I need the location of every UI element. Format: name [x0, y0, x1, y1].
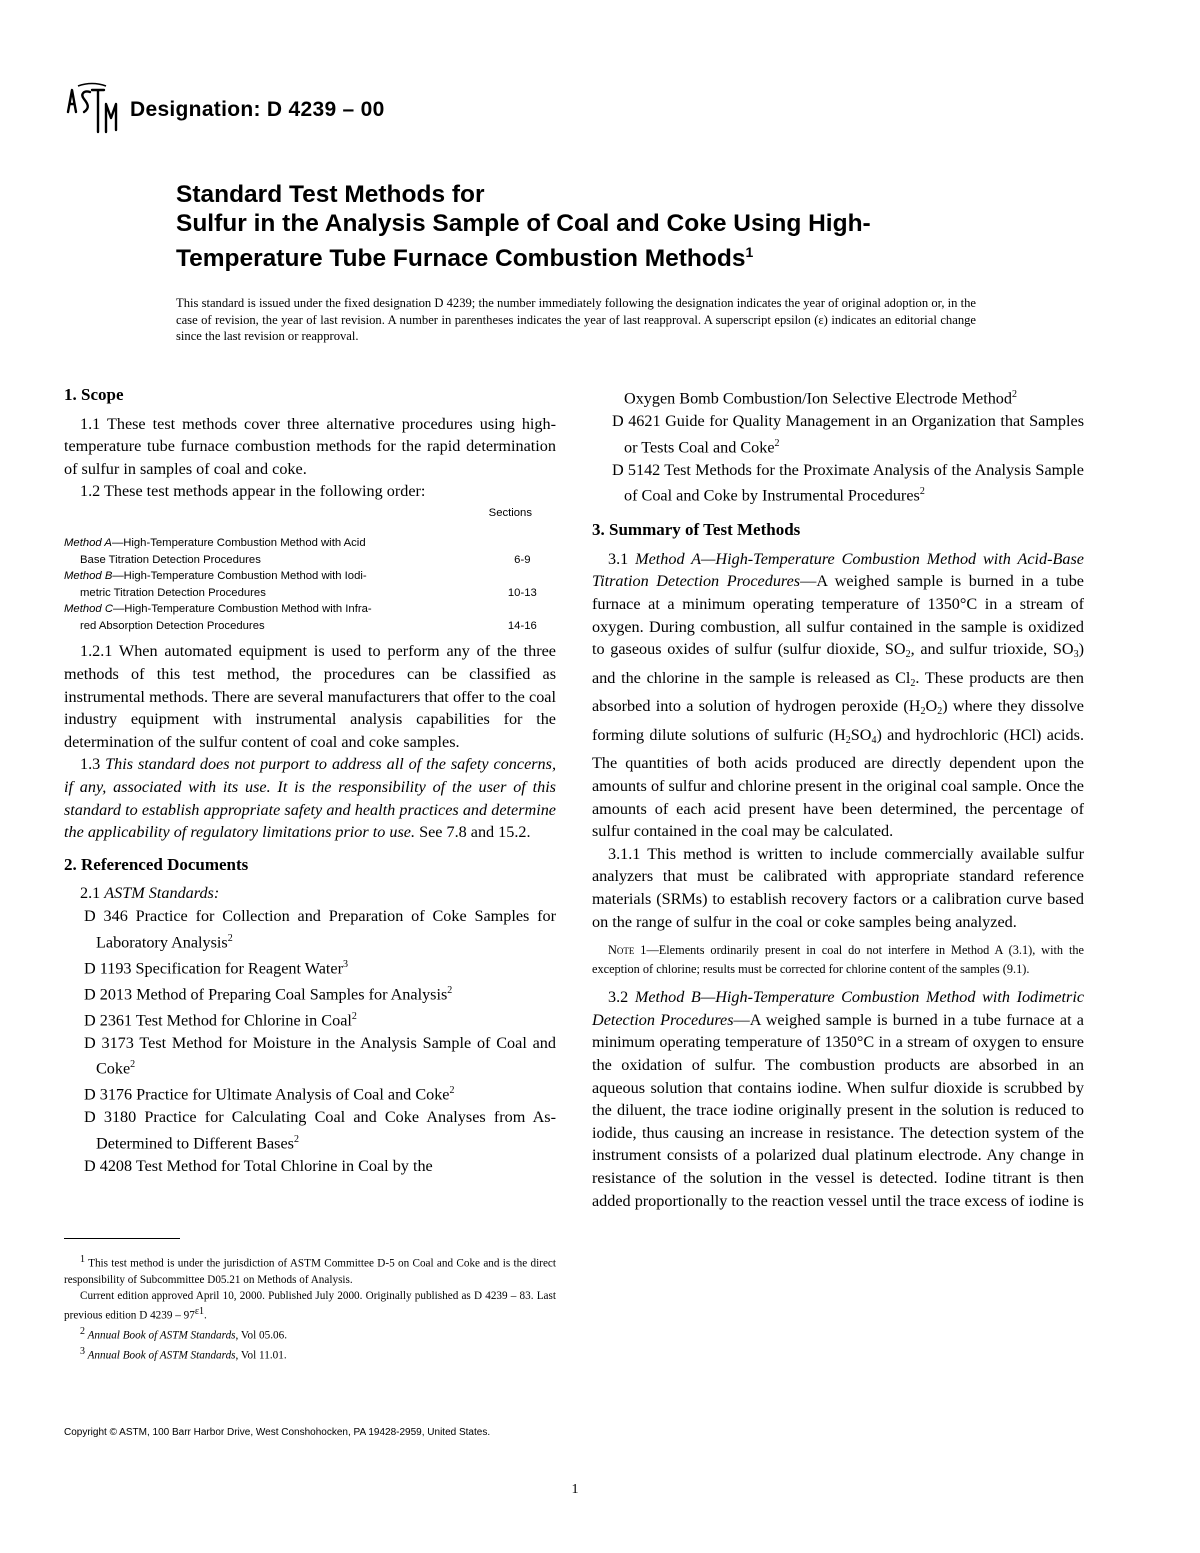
method-a-sections: 6-9 [514, 553, 531, 566]
preface-note: This standard is issued under the fixed designation D 4239; the number immediately following the designation indicates the year of original adoption or, in the case of revision, the year of last revision. A number in parentheses indicates the year of last reapproval. A superscript epsilon (ε) indicates an editorial change since the last revision or reapproval. [176, 296, 976, 343]
ref-item-d4208-continued: Oxygen Bomb Combustion/Ion Selective Electrode Method$^2$ [624, 389, 1017, 408]
footnote-3: $^3$ Annual Book of ASTM Standards, Vol 11.01. [80, 1346, 287, 1362]
methods-order-table [64, 505, 556, 635]
ref-item-d4621: D 4621 Guide for Quality Management in an Organization that Samples or Tests Coal and Coke$^2$ [612, 411, 1084, 456]
note-1: Note 1—Elements ordinarily present in coal do not interfere in Method A (3.1), with the exception of chlorine; results must be corrected for chlorine content of the samples (9.1). [592, 943, 1084, 976]
title-line-1: Standard Test Methods for [176, 181, 485, 208]
paragraph-1-2: 1.2 These test methods appear in the following order: [80, 482, 426, 501]
ref-item-d3180: D 3180 Practice for Calculating Coal and Coke Analyses from As-Determined to Different Bases$^2$ [84, 1108, 556, 1153]
paragraph-1-1: 1.1 These test methods cover three alternative procedures using high-temperature tube furnace combustion methods for the rapid determination of sulfur in samples of coal and coke. [64, 414, 556, 478]
footnotes [64, 1252, 556, 1364]
ref-item-d4208: D 4208 Test Method for Total Chlorine in Coal by the [84, 1156, 433, 1175]
section-heading-summary: 3. Summary of Test Methods [592, 520, 801, 540]
footnote-1-edition: Current edition approved April 10, 2000. Published July 2000. Originally published as D 4239 – 83. Last previous edition D $4239 - 97^{\varepsilon 1}$. [64, 1290, 556, 1323]
paragraph-3-2: 3.2 Method B—High-Temperature Combustion Method with Iodimetric Detection Procedures—A weighed sample is burned in a tube furnace at a minimum operating temperature of 1350°C in a stream of oxygen to ensure the oxidation of sulfur. The combustion products are absorbed in an aqueous solution that contains iodine. When sulfur dioxide is scrubbed by the diluent, the trace iodine originally present in the solution is reduced to iodide, thus causing an increase in resistance. The detection system of the instrument consists of a polarized dual platinum electrode. Any change in resistance of the solution in the vessel is detected. Iodine titrant is then added proportionally to the reaction vessel until the trace excess of iodine is [592, 988, 1085, 1210]
page-number: 1 [571, 1482, 579, 1497]
method-b-row: Method B—High-Temperature Combustion Method with Iodi- [64, 570, 367, 583]
ref-item-d3173: D 3173 Test Method for Moisture in the Analysis Sample of Coal and Coke$^2$ [84, 1033, 556, 1078]
copyright-notice: Copyright © ASTM, 100 Barr Harbor Drive, West Conshohocken, PA 19428-2959, United States. [64, 1427, 491, 1438]
ref-item-d346: D 346 Practice for Collection and Preparation of Coke Samples for Laboratory Analysis$^2$ [84, 907, 556, 951]
ref-item-d5142: D 5142 Test Methods for the Proximate Analysis of the Analysis Sample of Coal and Coke by Instrumental Procedures$^2$ [612, 460, 1084, 505]
method-c-row: Method C—High-Temperature Combustion Method with Infra- [64, 603, 372, 616]
method-c-sections: 14-16 [507, 619, 537, 632]
section-heading-scope: 1. Scope [64, 385, 124, 404]
ref-item-d2013: D 2013 Method of Preparing Coal Samples for Analysis$^2$ [84, 984, 453, 1003]
paragraph-1-2-1: 1.2.1 When automated equipment is used to perform any of the three methods of this test method, the procedures can be classified as instrumental methods. There are several manufacturers that offer to the coal industry equipment with instrumental analysis capabilities for the determination of the sulfur content of coal and coke samples. [64, 642, 556, 751]
footnote-divider [64, 1238, 180, 1239]
method-a-row: Method A—High-Temperature Combustion Method with Acid [64, 537, 366, 550]
footnote-2: $^2$ Annual Book of ASTM Standards, Vol 05.06. [80, 1326, 288, 1343]
designation: Designation: D 4239 – 00 [130, 98, 385, 121]
document-title [176, 180, 1076, 273]
paragraph-3-1-1: 3.1.1 This method is written to include commercially available sulfur analyzers that must be calibrated with appropriate standard reference materials (SRMs) to establish recovery factors or a calibration curve based on the range of sulfur in the coal or coke samples being analyzed. [592, 844, 1084, 931]
section-heading-referenced-documents: 2. Referenced Documents [64, 854, 249, 874]
sections-column-header: Sections [488, 506, 532, 519]
ref-item-d2361: D 2361 Test Method for Chlorine in Coal$^2$ [84, 1010, 357, 1029]
method-b-sections: 10-13 [507, 586, 537, 599]
title-line-3: Temperature Tube Furnace Combustion Methods$^1$ [176, 244, 754, 273]
method-b-row-cont: metric Titration Detection Procedures [80, 586, 266, 599]
title-footnote-marker: 1 [745, 244, 754, 260]
method-a-row-cont: Base Titration Detection Procedures [80, 553, 261, 566]
method-c-row-cont: red Absorption Detection Procedures [80, 619, 265, 632]
ref-item-d1193: D 1193 Specification for Reagent Water$^3$ [84, 958, 348, 977]
title-line-2: Sulfur in the Analysis Sample of Coal and Coke Using High- [176, 210, 871, 237]
paragraph-2-1: 2.1 ASTM Standards: [80, 884, 220, 903]
footnote-1: $^1$ This test method is under the jurisdiction of ASTM Committee D-5 on Coal and Coke and is the direct responsibility of Subcommittee D05.21 on Methods of Analysis. [64, 1254, 556, 1286]
document-header [64, 82, 385, 138]
astm-logo-icon [64, 82, 120, 138]
right-column [592, 384, 1084, 1212]
ref-item-d3176: D 3176 Practice for Ultimate Analysis of Coal and Coke$^2$ [84, 1085, 455, 1104]
left-column [64, 384, 556, 1177]
paragraph-1-3: 1.3 This standard does not purport to address all of the safety concerns, if any, associated with its use. It is the responsibility of the user of this standard to establish appropriate safety and health practices and determine the applicability of regulatory limitations prior to use. See 7.8 and 15.2. [64, 755, 556, 842]
paragraph-3-1: 3.1 Method A—High-Temperature Combustion Method with Acid-Base Titration Detection Procedures—A weighed sample is burned in a tube furnace at a minimum operating temperature of 1350°C in a stream of oxygen. During combustion, all sulfur contained in the sample is oxidized to gaseous oxides of sulfur (sulfur dioxide, $SO_2$, and sulfur trioxide, $SO_3$) and the chlorine in the sample is released as $Cl_2$. These products are then absorbed into a solution of hydrogen peroxide $(H_2O_2)$ where they dissolve forming dilute solutions of sulfuric $(H_2SO_4)$ and hydrochloric (HCl) acids. The quantities of both acids produced are directly dependent upon the amounts of sulfur and chlorine present in the original coal sample. Once the amounts of each acid present have been determined, the percentage of sulfur contained in the coal may be calculated. [592, 549, 1084, 841]
